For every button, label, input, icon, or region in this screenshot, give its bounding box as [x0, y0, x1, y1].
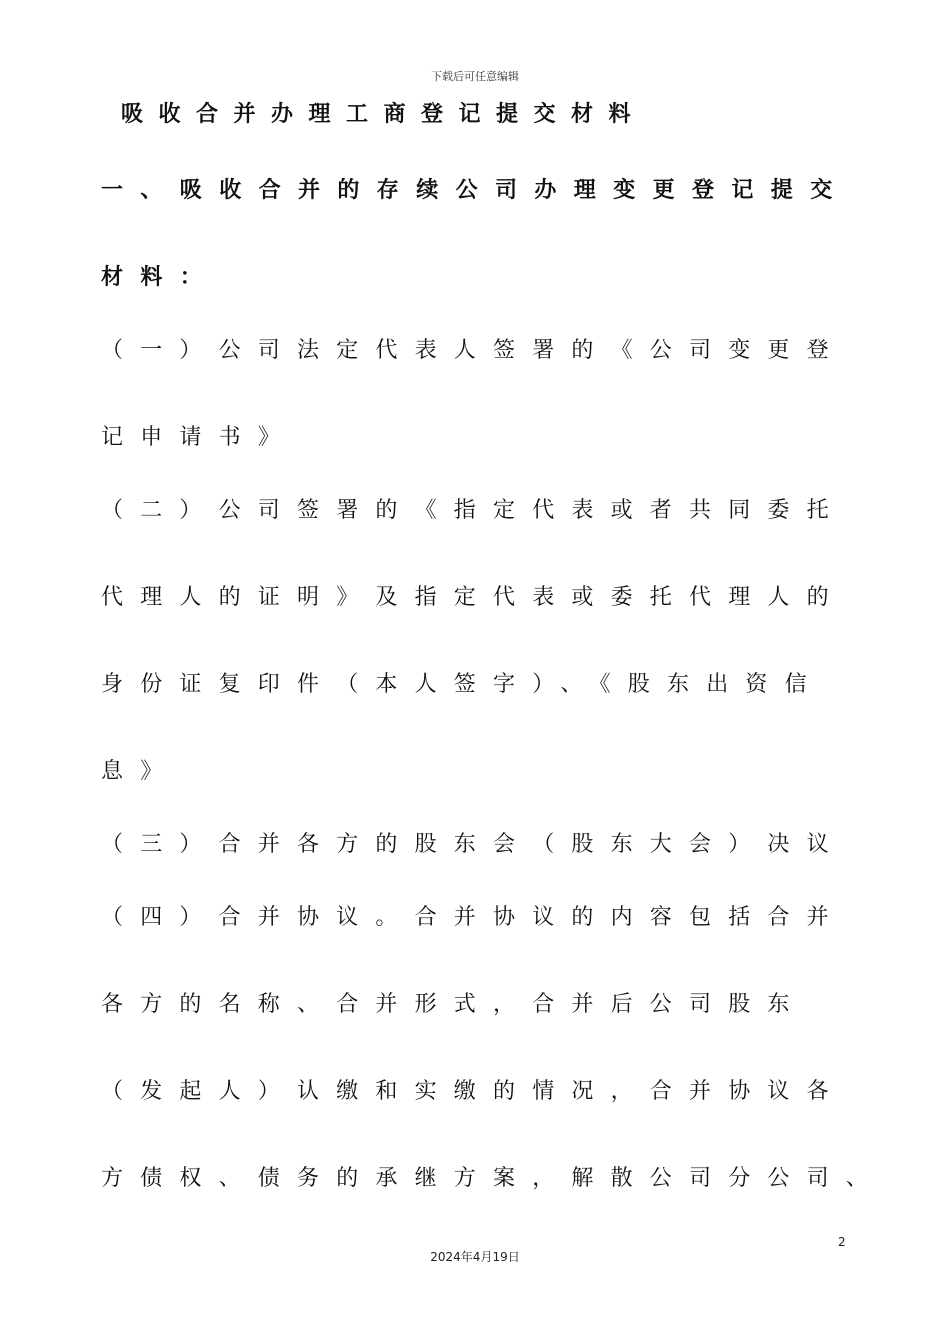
page-number: 2: [838, 1235, 846, 1249]
paragraph-line: 代理人的证明》及指定代表或委托代理人的: [101, 585, 846, 610]
paragraph-line: 记申请书》: [101, 425, 298, 450]
header-note: 下载后可任意编辑: [431, 70, 519, 83]
paragraph-line: 身份证复印件（本人签字）、《股东出资信: [101, 672, 824, 697]
paragraph-line: （四）合并协议。合并协议的内容包括合并: [101, 905, 846, 930]
paragraph-line: 息》: [101, 759, 180, 784]
footer-date: 2024年4月19日: [430, 1250, 520, 1264]
document-title: 吸收合并办理工商登记提交材料: [121, 102, 647, 127]
paragraph-line: （三）合并各方的股东会（股东大会）决议: [101, 832, 846, 857]
paragraph-line: 方债权、债务的承继方案，解散公司分公司、: [101, 1166, 886, 1191]
paragraph-line: （发起人）认缴和实缴的情况，合并协议各: [101, 1079, 846, 1104]
section-heading-line-1: 一、吸收合并的存续公司办理变更登记提交: [101, 178, 850, 203]
paragraph-line: （一）公司法定代表人签署的《公司变更登: [101, 338, 846, 363]
paragraph-line: （二）公司签署的《指定代表或者共同委托: [101, 498, 846, 523]
paragraph-line: 各方的名称、合并形式，合并后公司股东: [101, 992, 807, 1017]
section-heading-line-2: 材料：: [101, 265, 220, 290]
